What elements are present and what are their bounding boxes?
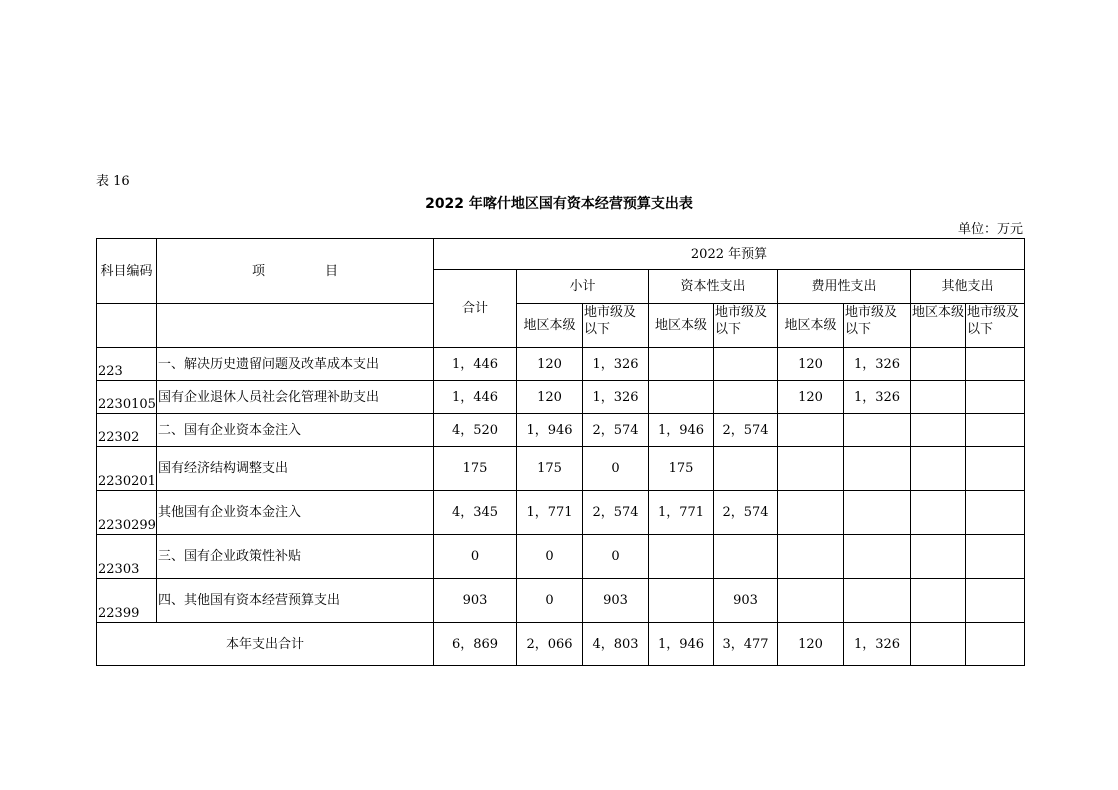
amount-cell: [911, 535, 966, 579]
amount-cell: [714, 348, 778, 381]
amount-cell: [911, 579, 966, 623]
sub-header-local: 地区本级: [778, 304, 844, 348]
sub-header-local: 地区本级: [517, 304, 583, 348]
amount-cell: [844, 579, 911, 623]
amount-cell: 120: [517, 348, 583, 381]
amount-cell: [778, 535, 844, 579]
group-other-header: 其他支出: [911, 270, 1025, 304]
subject-code-cell: 22399: [97, 579, 157, 623]
amount-cell: 120: [517, 381, 583, 414]
amount-cell: [649, 381, 714, 414]
sub-header-city: 地市级及以下: [966, 304, 1025, 348]
amount-cell: 1，946: [649, 414, 714, 447]
item-name-cell: 一、解决历史遗留问题及改革成本支出: [157, 348, 434, 381]
total-row: [97, 623, 1025, 666]
amount-cell: 1，771: [649, 491, 714, 535]
subject-code-cell: 2230299: [97, 491, 157, 535]
amount-cell: 903: [434, 579, 517, 623]
amount-cell: [714, 381, 778, 414]
amount-cell: [778, 414, 844, 447]
table-row: [97, 348, 1025, 381]
total-cell: 3，477: [714, 623, 778, 666]
amount-cell: 175: [649, 447, 714, 491]
amount-cell: 1，446: [434, 381, 517, 414]
amount-cell: 4，520: [434, 414, 517, 447]
amount-cell: [844, 491, 911, 535]
amount-cell: [778, 447, 844, 491]
item-name-cell: 其他国有企业资本金注入: [157, 491, 434, 535]
amount-cell: [911, 381, 966, 414]
sub-header-city: 地市级及以下: [583, 304, 649, 348]
amount-cell: [844, 447, 911, 491]
total-cell: 120: [778, 623, 844, 666]
subject-code-cell: 22303: [97, 535, 157, 579]
amount-cell: [966, 535, 1025, 579]
group-expense-header: 费用性支出: [778, 270, 911, 304]
table-row: [97, 414, 1025, 447]
unit-label: 单位：万元: [957, 222, 1023, 237]
empty-cell: [157, 304, 434, 348]
amount-cell: 1，326: [844, 381, 911, 414]
amount-cell: [911, 348, 966, 381]
amount-cell: 903: [583, 579, 649, 623]
amount-cell: 2，574: [714, 491, 778, 535]
amount-cell: 1，326: [583, 381, 649, 414]
budget-year-header: 2022 年预算: [434, 239, 1025, 270]
total-cell: [966, 623, 1025, 666]
total-cell: [911, 623, 966, 666]
total-label: 本年支出合计: [97, 623, 434, 666]
total-cell: 6，869: [434, 623, 517, 666]
amount-cell: 0: [434, 535, 517, 579]
amount-cell: 1，326: [583, 348, 649, 381]
amount-cell: [966, 381, 1025, 414]
amount-cell: [911, 414, 966, 447]
subject-code-cell: 223: [97, 348, 157, 381]
group-subtotal-header: 小计: [517, 270, 649, 304]
sub-header-local: 地区本级: [911, 304, 966, 348]
amount-cell: 1，946: [517, 414, 583, 447]
amount-cell: 1，446: [434, 348, 517, 381]
sub-header-local: 地区本级: [649, 304, 714, 348]
table-number: 表 16: [96, 174, 130, 189]
amount-cell: 0: [517, 579, 583, 623]
amount-cell: [911, 491, 966, 535]
item-name-cell: 四、其他国有资本经营预算支出: [157, 579, 434, 623]
item-header-a: 项: [251, 263, 265, 279]
amount-cell: 1，771: [517, 491, 583, 535]
table-row: [97, 579, 1025, 623]
amount-cell: 1，326: [844, 348, 911, 381]
total-cell: 1，946: [649, 623, 714, 666]
amount-cell: 0: [517, 535, 583, 579]
amount-cell: 2，574: [714, 414, 778, 447]
table-row: [97, 535, 1025, 579]
subject-code-cell: 2230105: [97, 381, 157, 414]
header-row-1: [97, 239, 1025, 270]
sub-header-city: 地市级及以下: [844, 304, 911, 348]
amount-cell: 0: [583, 535, 649, 579]
sub-header-city: 地市级及以下: [714, 304, 778, 348]
amount-cell: 2，574: [583, 491, 649, 535]
amount-cell: [649, 535, 714, 579]
amount-cell: [714, 535, 778, 579]
amount-cell: [714, 447, 778, 491]
amount-cell: [778, 491, 844, 535]
amount-cell: 120: [778, 348, 844, 381]
amount-cell: 4，345: [434, 491, 517, 535]
item-name-cell: 二、国有企业资本金注入: [157, 414, 434, 447]
amount-cell: [844, 414, 911, 447]
amount-cell: [911, 447, 966, 491]
amount-cell: [649, 348, 714, 381]
table-row: [97, 491, 1025, 535]
empty-cell: [97, 304, 157, 348]
amount-cell: [966, 414, 1025, 447]
amount-cell: [966, 579, 1025, 623]
amount-cell: 903: [714, 579, 778, 623]
amount-cell: 2，574: [583, 414, 649, 447]
budget-table: [96, 238, 1025, 666]
item-name-cell: 国有经济结构调整支出: [157, 447, 434, 491]
total-header: 合计: [434, 270, 517, 348]
header-row-3: [97, 304, 1025, 348]
subject-code-header: 科目编码: [97, 239, 157, 304]
item-name-cell: 三、国有企业政策性补贴: [157, 535, 434, 579]
table-row: [97, 381, 1025, 414]
subject-code-cell: 22302: [97, 414, 157, 447]
amount-cell: [778, 579, 844, 623]
total-cell: 2，066: [517, 623, 583, 666]
document-title: 2022 年喀什地区国有资本经营预算支出表: [425, 196, 693, 212]
item-header-b: 目: [325, 263, 339, 279]
subject-code-cell: 2230201: [97, 447, 157, 491]
item-name-cell: 国有企业退休人员社会化管理补助支出: [157, 381, 434, 414]
amount-cell: 120: [778, 381, 844, 414]
amount-cell: [966, 491, 1025, 535]
amount-cell: 175: [434, 447, 517, 491]
amount-cell: 0: [583, 447, 649, 491]
total-cell: 4，803: [583, 623, 649, 666]
amount-cell: [844, 535, 911, 579]
amount-cell: [966, 447, 1025, 491]
total-cell: 1，326: [844, 623, 911, 666]
item-header: [157, 239, 434, 304]
group-capital-header: 资本性支出: [649, 270, 778, 304]
amount-cell: [649, 579, 714, 623]
table-row: [97, 447, 1025, 491]
amount-cell: [966, 348, 1025, 381]
amount-cell: 175: [517, 447, 583, 491]
